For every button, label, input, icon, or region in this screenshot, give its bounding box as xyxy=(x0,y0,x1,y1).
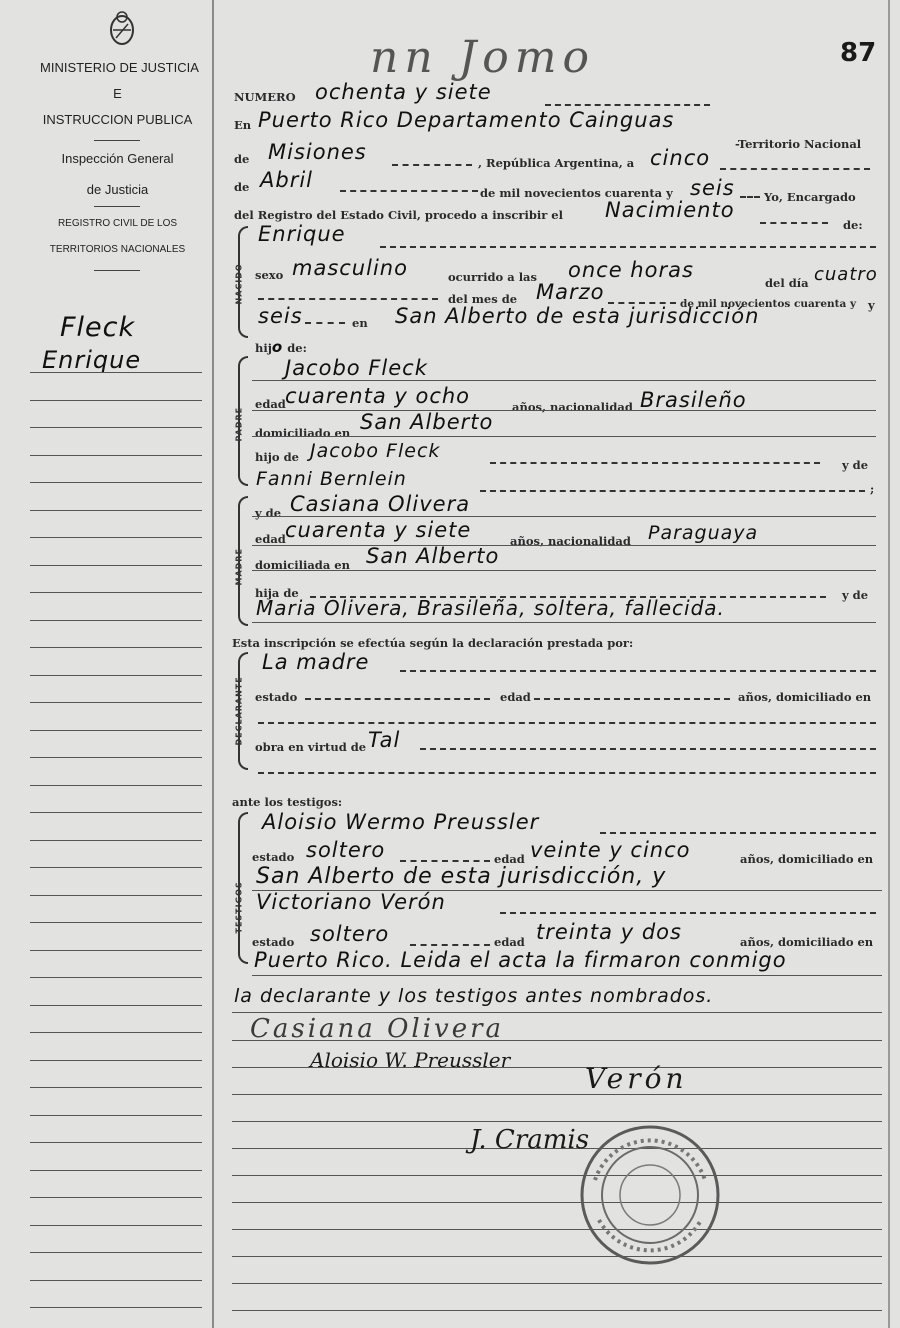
declarante-dom-fill xyxy=(258,722,876,724)
margin-ruled-line xyxy=(30,840,202,841)
en-label: En xyxy=(234,118,252,132)
testigo1-estado: soltero xyxy=(306,838,386,862)
registry-line-2: TERRITORIOS NACIONALES xyxy=(49,244,186,255)
margin-ruled-line xyxy=(30,1087,202,1088)
padre-madre-fill xyxy=(480,490,865,492)
declaracion-intro: Esta inscripción se efectúa según la declaración prestada por: xyxy=(232,636,634,650)
testigo1-fill xyxy=(600,832,876,834)
coat-of-arms-icon xyxy=(107,8,137,52)
inspection-line-1: Inspección General xyxy=(61,151,174,166)
de-label: de xyxy=(234,152,250,166)
padre-hijo-de-label: hijo de xyxy=(255,450,299,464)
margin-ruled-line xyxy=(30,400,202,401)
body-ruled-line xyxy=(232,1121,882,1122)
madre-edad-label: edad xyxy=(255,532,286,546)
testigo2-dom-line xyxy=(252,975,882,976)
registry-line-1: REGISTRO CIVIL DE LOS xyxy=(57,218,178,229)
margin-ruled-line xyxy=(30,537,202,538)
padre-domicilio: San Alberto xyxy=(360,410,494,434)
margin-ruled-line xyxy=(30,867,202,868)
dia-value: cinco xyxy=(650,146,711,170)
padre-side-label: PADRE xyxy=(234,406,244,442)
hijo-de-label: de: xyxy=(287,341,307,355)
body-ruled-line xyxy=(232,1094,882,1095)
testigo2-edad-label: edad xyxy=(494,935,525,949)
testigo2-fill xyxy=(500,912,876,914)
nombre-fill xyxy=(380,246,876,248)
margin-ruled-line xyxy=(30,1280,202,1281)
testigo2-estado: soltero xyxy=(310,922,390,946)
padre-padre-de: Jacobo Fleck xyxy=(310,440,441,462)
madre-y-de-label: y de xyxy=(255,506,282,520)
margin-ruled-line xyxy=(30,620,202,621)
margin-ruled-line xyxy=(30,1307,202,1308)
margin-divider-right xyxy=(888,0,890,1328)
padre-edad-label: edad xyxy=(255,397,286,411)
hijo-suffix: o xyxy=(271,338,284,356)
testigo1-nombre: Aloisio Wermo Preussler xyxy=(262,810,540,834)
margin-ruled-line xyxy=(30,757,202,758)
hijo-label xyxy=(255,338,307,356)
body-ruled-line xyxy=(232,1283,882,1284)
madre-nacionalidad: Paraguaya xyxy=(648,522,759,544)
testigo2-edad: treinta y dos xyxy=(536,920,682,944)
top-scribble: nn Jomo xyxy=(370,32,596,83)
declarante-anios-label: años, domiciliado en xyxy=(738,690,872,704)
numero-fill xyxy=(545,104,710,106)
declarante-side-label: DECLARANTE xyxy=(234,676,244,746)
mes-fill xyxy=(340,190,478,192)
madre-hija-de-label: hija de xyxy=(255,586,299,600)
margin-ruled-line xyxy=(30,977,202,978)
padre-nacionalidad: Brasileño xyxy=(640,388,747,412)
ocurrido-label: ocurrido a las xyxy=(448,270,537,284)
body-ruled-line xyxy=(232,1202,882,1203)
testigo2-anios-label: años, domiciliado en xyxy=(740,935,874,949)
declarante-edad-label: edad xyxy=(500,690,531,704)
ministry-line-3: INSTRUCCION PUBLICA xyxy=(42,112,193,127)
margin-ruled-line xyxy=(30,1032,202,1033)
mes-label: de xyxy=(234,180,250,194)
margin-ruled-line xyxy=(30,1142,202,1143)
corner-page-number: 87 xyxy=(840,38,877,68)
obra-value: Tal xyxy=(368,728,401,752)
signature-testigo: Aloisio W. Preussler xyxy=(310,1048,511,1072)
dia-label: del día xyxy=(765,276,809,290)
testigo1-estado-fill xyxy=(400,860,490,862)
signature-veron: Verón xyxy=(585,1062,688,1095)
madre-anios-label: años, nacionalidad xyxy=(510,534,631,548)
mes2-label: del mes de xyxy=(448,292,518,306)
padre-madre-de: Fanni Bernlein xyxy=(256,468,407,490)
padre-nombre: Jacobo Fleck xyxy=(285,356,428,380)
margin-ruled-line xyxy=(30,455,202,456)
margin-divider xyxy=(212,0,214,1328)
padre-anios-label: años, nacionalidad xyxy=(512,400,633,414)
padre-domicilio-line xyxy=(252,436,876,437)
padre-nombre-line xyxy=(252,380,876,381)
header-rule-2 xyxy=(94,206,140,207)
ministry-line-1: MINISTERIO DE JUSTICIA xyxy=(40,60,199,75)
padre-domicilio-label: domiciliado en xyxy=(255,426,351,440)
testigo1-estado-label: estado xyxy=(252,850,295,864)
numero-label: NUMERO xyxy=(234,90,296,104)
body-ruled-line xyxy=(232,1256,882,1257)
mes-nac-value: Marzo xyxy=(536,280,605,304)
body-ruled-line xyxy=(232,1310,882,1311)
margin-ruled-line xyxy=(30,950,202,951)
madre-side-label: MADRE xyxy=(234,548,244,586)
mil-label: de mil novecientos cuarenta y xyxy=(480,186,673,200)
testigo1-edad: veinte y cinco xyxy=(530,838,691,862)
obra-label: obra en virtud de xyxy=(255,740,367,754)
anio-fill xyxy=(740,196,760,198)
acto-fill xyxy=(760,222,828,224)
madre-nombre-line xyxy=(252,516,876,517)
madre-domicilio-label: domiciliada en xyxy=(255,558,350,572)
ministry-line-2: E xyxy=(113,86,122,101)
margin-surname: Fleck xyxy=(60,312,136,343)
testigo2-nombre: Victoriano Verón xyxy=(256,890,446,914)
mes-value: Abril xyxy=(260,168,313,192)
republica-label: , República Argentina, a xyxy=(478,156,635,170)
de2-label: de: xyxy=(843,218,863,232)
margin-ruled-line xyxy=(30,922,202,923)
margin-ruled-line xyxy=(30,675,202,676)
madre-edad: cuarenta y siete xyxy=(285,518,472,542)
en2-label: en xyxy=(352,316,368,330)
header-rule-3 xyxy=(94,270,140,271)
margin-ruled-line xyxy=(30,702,202,703)
y-label: y xyxy=(868,298,875,312)
margin-ruled-line xyxy=(30,1060,202,1061)
testigos-intro: ante los testigos: xyxy=(232,795,343,809)
signature-madre: Casiana Olivera xyxy=(250,1014,505,1044)
margin-given-name: Enrique xyxy=(42,346,142,374)
madre-nombre: Casiana Olivera xyxy=(290,492,471,516)
hijo-label-text: hij xyxy=(255,341,272,355)
margin-ruled-line xyxy=(30,812,202,813)
padre-edad-line xyxy=(252,410,876,411)
margin-ruled-line xyxy=(30,482,202,483)
declarante-estado-fill xyxy=(305,698,490,700)
dia-nac-fill xyxy=(258,298,438,300)
margin-ruled-line xyxy=(30,1005,202,1006)
obra-fill-2 xyxy=(258,772,876,774)
acta-cierre: la declarante y los testigos antes nombrados. xyxy=(234,985,714,1007)
margin-ruled-line xyxy=(30,1197,202,1198)
de-fill xyxy=(392,164,472,166)
mil2-label: de mil novecientos cuarenta y xyxy=(680,298,857,310)
declarante-edad-fill xyxy=(534,698,730,700)
hora-value: once horas xyxy=(568,258,694,282)
body-ruled-line xyxy=(232,1229,882,1230)
padre-edad: cuarenta y ocho xyxy=(285,384,471,408)
numero-value: ochenta y siete xyxy=(315,80,492,104)
lugar-value: San Alberto de esta jurisdicción xyxy=(395,304,760,328)
testigos-side-label: TESTIGOS xyxy=(234,881,244,934)
margin-ruled-line xyxy=(30,895,202,896)
dia-fill xyxy=(720,168,870,170)
declarante-estado-label: estado xyxy=(255,690,298,704)
nacido-side-label: NACIDO xyxy=(234,263,244,305)
obra-fill xyxy=(420,748,876,750)
margin-ruled-line xyxy=(30,1170,202,1171)
testigo2-estado-fill xyxy=(410,944,490,946)
margin-ruled-line xyxy=(30,785,202,786)
inspection-line-2: de Justicia xyxy=(86,182,149,197)
madre-y-de2-label: y de xyxy=(842,588,869,602)
margin-ruled-line xyxy=(30,427,202,428)
cierre-line xyxy=(232,1012,882,1013)
dia-nac-value: cuatro xyxy=(814,264,878,285)
anio-nac-fill xyxy=(305,322,345,324)
official-stamp-icon xyxy=(575,1120,725,1274)
declarante-value: La madre xyxy=(262,650,370,674)
acto-value: Nacimiento xyxy=(605,198,735,222)
de-value: Misiones xyxy=(268,140,367,164)
madre-domicilio-line xyxy=(252,570,876,571)
margin-ruled-line xyxy=(30,1225,202,1226)
nombre-value: Enrique xyxy=(258,222,346,246)
body-ruled-line xyxy=(232,1175,882,1176)
padre-padre-fill xyxy=(490,462,820,464)
margin-ruled-line xyxy=(30,372,202,373)
signature-encargado: J. Cramis xyxy=(470,1125,590,1155)
padre-semicolon: ; xyxy=(870,482,875,496)
testigo2-domicilio: Puerto Rico. Leida el acta la firmaron conmigo xyxy=(254,948,787,972)
madre-domicilio: San Alberto xyxy=(366,544,500,568)
sexo-value: masculino xyxy=(292,256,408,280)
territorio-label: -Territorio Nacional xyxy=(735,137,862,151)
margin-ruled-line xyxy=(30,1115,202,1116)
sexo-label: sexo xyxy=(255,268,284,282)
testigo1-domicilio: San Alberto de esta jurisdicción, y xyxy=(256,864,667,889)
testigo2-estado-label: estado xyxy=(252,935,295,949)
testigo1-anios-label: años, domiciliado en xyxy=(740,852,874,866)
header-rule-1 xyxy=(94,140,140,141)
madre-edad-line xyxy=(252,545,876,546)
margin-ruled-line xyxy=(30,565,202,566)
en-value: Puerto Rico Departamento Cainguas xyxy=(258,108,675,132)
margin-ruled-line xyxy=(30,647,202,648)
declarante-fill xyxy=(400,670,876,672)
margin-ruled-line xyxy=(30,592,202,593)
padre-y-de-label: y de xyxy=(842,458,869,472)
yo-label: Yo, Encargado xyxy=(764,190,856,204)
madre-madre-de: Maria Olivera, Brasileña, soltera, fallecida. xyxy=(256,596,725,620)
registro-label: del Registro del Estado Civil, procedo a inscribir el xyxy=(234,208,563,222)
margin-ruled-line xyxy=(30,510,202,511)
anio-nac-value: seis xyxy=(258,304,303,328)
testigo1-edad-label: edad xyxy=(494,852,525,866)
margin-ruled-line xyxy=(30,730,202,731)
madre-madre-line xyxy=(252,622,876,623)
anio-value: seis xyxy=(690,176,735,200)
margin-ruled-line xyxy=(30,1252,202,1253)
